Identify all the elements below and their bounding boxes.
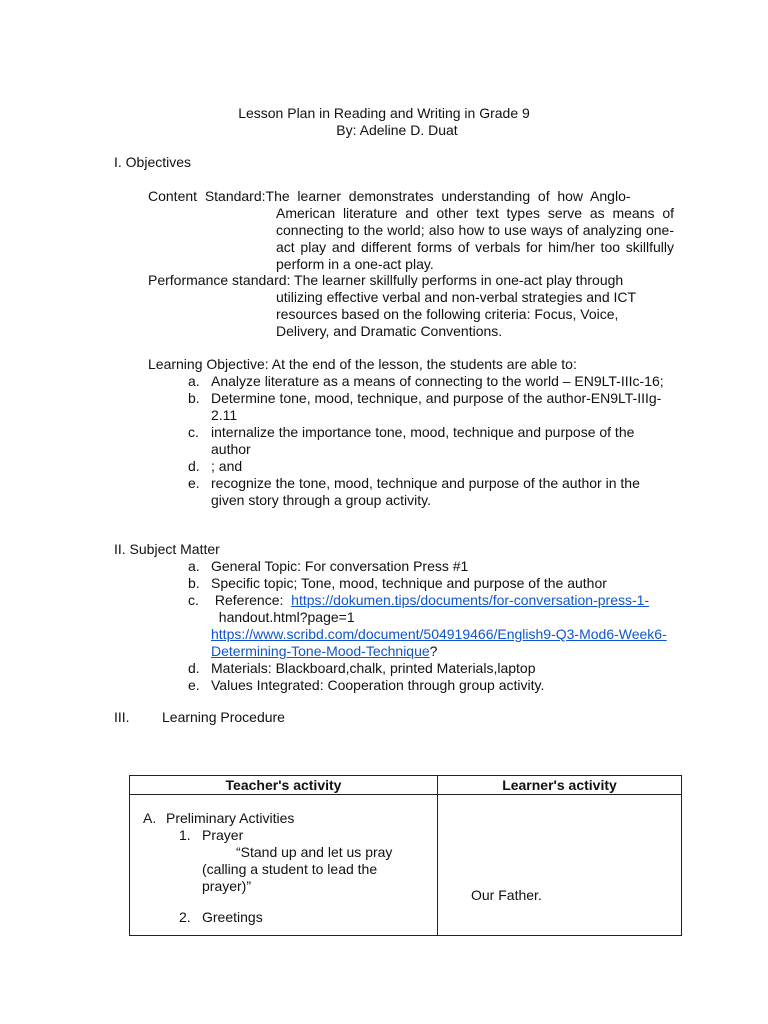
item-marker: 1. xyxy=(179,827,191,843)
content-standard-first-line xyxy=(148,188,675,205)
section-marker: A. xyxy=(143,810,157,826)
learner-response: Our Father. xyxy=(471,887,542,903)
reference-link2-suffix: ? xyxy=(429,643,438,659)
teacher-activity-header: Teacher's activity xyxy=(130,776,438,795)
learner-activity-cell xyxy=(438,795,682,936)
procedure-heading-number: III. xyxy=(114,709,130,725)
greetings-title: Greetings xyxy=(202,909,263,925)
reference-label: Reference: xyxy=(211,592,292,608)
subject-matter-heading: II. Subject Matter xyxy=(114,541,220,557)
document-author: By: Adeline D. Duat xyxy=(336,122,458,138)
item-marker: 2. xyxy=(179,909,191,925)
list-item: a. General Topic: For conversation Press #1 xyxy=(188,558,469,574)
reference-link-dokumen[interactable]: https://dokumen.tips/documents/for-conversation-press-1- xyxy=(291,592,650,608)
list-item: a. Analyze literature as a means of connecting to the world – EN9LT-IIIc-16; xyxy=(188,373,664,389)
list-item: b. Determine tone, mood, technique, and purpose of the author-EN9LT-IIIg-2.11 xyxy=(188,390,662,423)
content-standard-first: The learner demonstrates understanding of how Anglo- xyxy=(265,188,631,204)
reference-link-suffix: handout.html?page=1 xyxy=(211,609,355,625)
table-row xyxy=(130,795,682,936)
list-item: e. recognize the tone, mood, technique and purpose of the author in the given story through a group activity. xyxy=(188,475,640,508)
performance-standard-text: utilizing effective verbal and non-verbal strategies and ICT resources based on the following criteria: Focus, Voice, Delivery, and Dramatic Conventions. xyxy=(276,289,636,339)
procedure-heading: Learning Procedure xyxy=(162,709,285,725)
list-item: b. Specific topic; Tone, mood, technique and purpose of the author xyxy=(188,575,607,591)
subject-matter-list xyxy=(188,558,668,694)
list-item: c. internalize the importance tone, mood, technique and purpose of the author xyxy=(188,424,635,457)
table-header-row xyxy=(130,776,682,795)
performance-standard-first-line: Performance standard: The learner skillfully performs in one-act play through xyxy=(148,272,624,288)
list-item: e. Values Integrated: Cooperation through group activity. xyxy=(188,677,545,693)
document-title: Lesson Plan in Reading and Writing in Grade 9 xyxy=(238,105,530,121)
learner-activity-header: Learner's activity xyxy=(438,776,682,795)
prayer-title: Prayer xyxy=(202,827,244,843)
learning-objective-intro: Learning Objective: At the end of the lesson, the students are able to: xyxy=(148,356,577,372)
reference-item: c. Reference: https://dokumen.tips/documents/for-conversation-press-1- handout.html?page=1 https://www.scribd.com/document/504919466/English9-Q3-Mod6-Week6-Determining-Tone-Mood-Technique? xyxy=(188,592,667,659)
list-item: d. ; and xyxy=(188,458,243,474)
procedure-table xyxy=(129,775,682,936)
teacher-activity-cell xyxy=(130,795,438,936)
section-title: Preliminary Activities xyxy=(166,810,295,826)
objectives-heading: I. Objectives xyxy=(114,154,192,170)
objectives-list xyxy=(188,373,668,509)
content-standard-label: Content Standard: xyxy=(148,188,266,204)
list-item: d. Materials: Blackboard,chalk, printed Materials,laptop xyxy=(188,660,536,676)
prayer-quote: “Stand up and let us pray (calling a student to lead the prayer)” xyxy=(202,844,393,894)
content-standard-text: American literature and other text types serve as means of connecting to the world; also how to use ways of analyzing one-act play and different forms of verbals for him/her too skillfully perform in a one-act play. xyxy=(276,205,674,272)
reference-link-scribd[interactable]: https://www.scribd.com/document/504919466/English9-Q3-Mod6-Week6-Determining-Tone-Mood-Technique xyxy=(211,626,667,659)
